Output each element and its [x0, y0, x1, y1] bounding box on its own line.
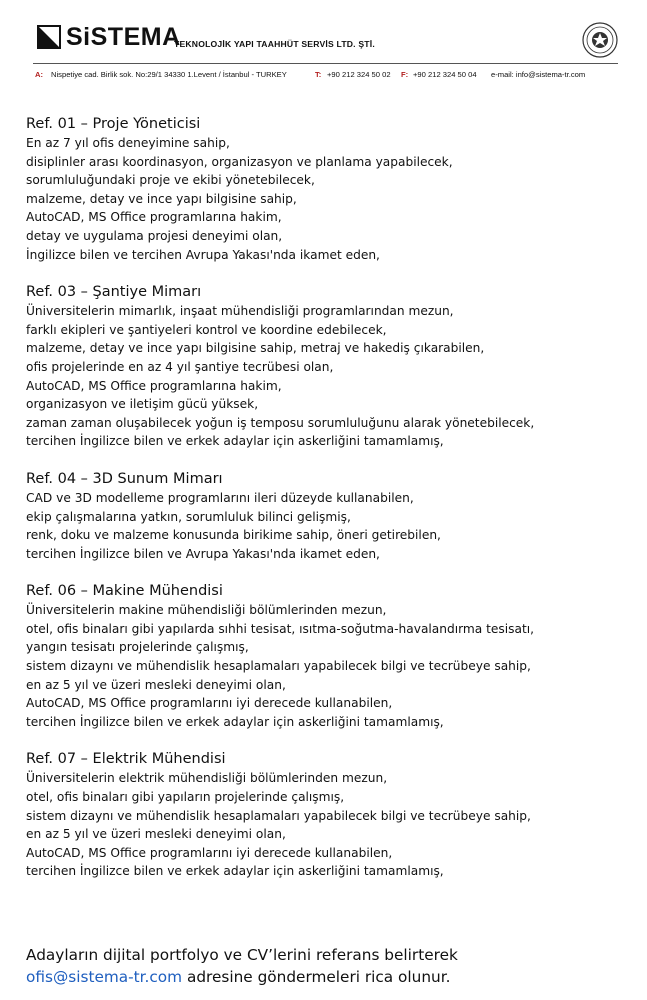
requirement-line: otel, ofis binaları gibi yapıların projelerinde çalışmış,	[26, 790, 345, 805]
requirement-line: renk, doku ve malzeme konusunda birikime sahip, öneri getirebilen,	[26, 528, 441, 543]
phone-key: T:	[315, 70, 322, 79]
requirement-line: sistem dizaynı ve mühendislik hesaplamaları yapabilecek bilgi ve tecrübeye sahip,	[26, 808, 531, 823]
requirement-line: AutoCAD, MS Office programlarına hakim,	[26, 210, 282, 225]
job-section-ref-01	[26, 114, 626, 264]
job-title: Ref. 07 – Elektrik Mühendisi	[26, 751, 226, 768]
address-key: A:	[35, 70, 44, 79]
fax-text: +90 212 324 50 04	[413, 70, 477, 79]
job-section-ref-04	[26, 469, 626, 563]
requirement-line: Üniversitelerin elektrik mühendisliği bölümlerinden mezun,	[26, 771, 388, 786]
requirement-line: tercihen İngilizce bilen ve erkek adaylar için askerliğini tamamlamış,	[26, 864, 444, 879]
header-email[interactable]: e-mail: info@sistema-tr.com	[491, 70, 586, 79]
application-note-line-1: Adayların dijital portfolyo ve CV’lerini referans belirterek	[26, 946, 458, 964]
header-divider	[33, 63, 618, 64]
requirement-line: sistem dizaynı ve mühendislik hesaplamaları yapabilecek bilgi ve tecrübeye sahip,	[26, 659, 531, 674]
address-text: Nispetiye cad. Birlik sok. No:29/1 34330 1.Levent / İstanbul - TURKEY	[51, 70, 287, 79]
requirement-line: AutoCAD, MS Office programlarına hakim,	[26, 378, 282, 393]
fax-key: F:	[401, 70, 409, 79]
job-title: Ref. 06 – Makine Mühendisi	[26, 583, 223, 600]
requirement-line: tercihen İngilizce bilen ve erkek adaylar için askerliğini tamamlamış,	[26, 714, 444, 729]
job-title: Ref. 03 – Şantiye Mimarı	[26, 284, 202, 301]
job-title: Ref. 01 – Proje Yöneticisi	[26, 116, 201, 132]
certification-seal-icon	[582, 22, 618, 58]
company-tagline: TEKNOLOJİK YAPI TAAHHÜT SERVİS LTD. ŞTİ.	[174, 39, 375, 49]
requirement-line: detay ve uygulama projesi deneyimi olan,	[26, 228, 283, 243]
application-note	[26, 944, 626, 988]
requirement-line: en az 5 yıl ve üzeri mesleki deneyimi olan,	[26, 827, 286, 842]
requirement-line: AutoCAD, MS Office programlarını iyi derecede kullanabilen,	[26, 845, 393, 860]
requirement-line: organizasyon ve iletişim gücü yüksek,	[26, 397, 259, 412]
requirement-line: yangın tesisatı projelerinde çalışmış,	[26, 640, 249, 655]
requirement-line: tercihen İngilizce bilen ve Avrupa Yakası'nda ikamet eden,	[26, 546, 380, 561]
requirement-line: AutoCAD, MS Office programlarını iyi derecede kullanabilen,	[26, 696, 393, 711]
job-listings	[26, 114, 626, 899]
requirement-line: malzeme, detay ve ince yapı bilgisine sahip,	[26, 191, 297, 206]
letterhead	[0, 0, 647, 90]
phone-text: +90 212 324 50 02	[327, 70, 391, 79]
requirement-line: CAD ve 3D modelleme programlarını ileri düzeyde kullanabilen,	[26, 490, 414, 505]
requirement-line: malzeme, detay ve ince yapı bilgisine sahip, metraj ve hakediş çıkarabilen,	[26, 341, 485, 356]
requirement-line: En az 7 yıl ofis deneyimine sahip,	[26, 136, 230, 150]
requirement-line: Üniversitelerin makine mühendisliği bölümlerinden mezun,	[26, 603, 387, 618]
requirement-line: Üniversitelerin mimarlık, inşaat mühendisliği programlarından mezun,	[26, 304, 454, 319]
job-section-ref-03	[26, 282, 626, 451]
requirement-line: ekip çalışmalarına yatkın, sorumluluk bilinci gelişmiş,	[26, 509, 351, 524]
requirement-line: sorumluluğundaki proje ve ekibi yönetebilecek,	[26, 173, 315, 188]
job-section-ref-06	[26, 581, 626, 731]
application-note-line-2-rest: adresine göndermeleri rica olunur.	[182, 968, 451, 986]
job-title: Ref. 04 – 3D Sunum Mimarı	[26, 470, 223, 487]
requirement-line: ofis projelerinde en az 4 yıl şantiye tecrübesi olan,	[26, 359, 334, 374]
requirement-line: İngilizce bilen ve tercihen Avrupa Yakası'nda ikamet eden,	[26, 247, 380, 262]
requirement-line: farklı ekipleri ve şantiyeleri kontrol ve koordine edebilecek,	[26, 322, 387, 337]
requirement-line: tercihen İngilizce bilen ve erkek adaylar için askerliğini tamamlamış,	[26, 434, 444, 449]
sistema-logo-icon	[37, 25, 61, 49]
application-email-link[interactable]: ofis@sistema-tr.com	[26, 968, 183, 986]
requirement-line: en az 5 yıl ve üzeri mesleki deneyimi olan,	[26, 677, 286, 692]
requirement-line: disiplinler arası koordinasyon, organizasyon ve planlama yapabilecek,	[26, 154, 453, 169]
brand-name: SiSTEMA	[66, 23, 181, 51]
application-note-line-2	[26, 966, 626, 988]
requirement-line: otel, ofis binaları gibi yapılarda sıhhi tesisat, ısıtma-soğutma-havalandırma tesisatı,	[26, 621, 534, 636]
requirement-line: zaman zaman oluşabilecek yoğun iş temposu sorumluluğunu alarak yönetebilecek,	[26, 415, 535, 430]
job-section-ref-07	[26, 749, 626, 881]
contact-bar	[35, 70, 620, 82]
